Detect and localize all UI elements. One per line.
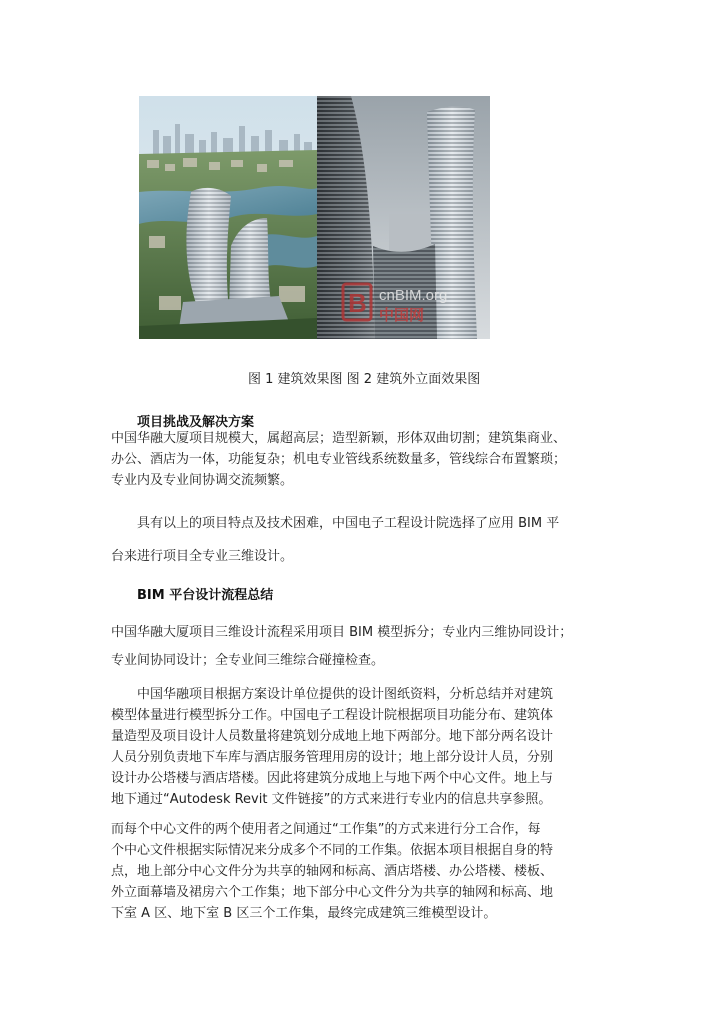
text-line: 个中心文件根据实际情况来分成多个不同的工作集。依据本项目根据自身的特: [111, 843, 554, 858]
watermark-text-top: cnBIM.org: [379, 287, 448, 304]
text-line: 设计办公塔楼与酒店塔楼。因此将建筑分成地上与地下两个中心文件。地上与: [111, 771, 554, 786]
text-line: 量造型及项目设计人员数量将建筑划分成地上地下两部分。地下部分两名设计: [111, 729, 554, 744]
text-line: 具有以上的项目特点及技术困难，中国电子工程设计院选择了应用 BIM 平: [137, 516, 560, 531]
section2-paragraph-4: [111, 819, 621, 903]
text-line: 专业间协同设计；全专业间三维综合碰撞检查。: [111, 653, 385, 668]
section2-paragraph-3: [111, 789, 621, 810]
text-line: 外立面幕墙及裙房六个工作集；地下部分中心文件分为共享的轴网和标高、地: [111, 885, 554, 900]
text-line: 专业内及专业间协调交流频繁。: [111, 473, 294, 488]
svg-text:B: B: [348, 288, 367, 318]
section2-paragraph-1: [111, 622, 621, 671]
text-line: 地下通过“Autodesk Revit 文件链接”的方式来进行专业内的信息共享参照。: [111, 792, 552, 807]
text-line: 模型体量进行模型拆分工作。中国电子工程设计院根据项目功能分布、建筑体: [111, 708, 554, 723]
text-line: 点，地上部分中心文件分为共享的轴网和标高、酒店塔楼、办公塔楼、楼板、: [111, 864, 554, 879]
text-line: 中国华融大厦项目三维设计流程采用项目 BIM 模型拆分；专业内三维协同设计；: [111, 625, 573, 640]
renderings-image: [139, 96, 490, 339]
aerial-rendering: [139, 96, 317, 339]
section2-paragraph-2: [111, 684, 621, 789]
watermark-text-bottom: 中国网: [379, 306, 425, 324]
text-line: 办公、酒店为一体，功能复杂；机电专业管线系统数量多，管线综合布置繁琐；: [111, 452, 567, 467]
section-title-challenges: 项目挑战及解决方案: [137, 415, 255, 430]
text-line: 台来进行项目全专业三维设计。: [111, 549, 294, 564]
section1-paragraph-2: [111, 513, 621, 567]
section2-paragraph-5: [111, 903, 621, 924]
facade-rendering: [317, 96, 490, 339]
section-title-bim-workflow: BIM 平台设计流程总结: [137, 588, 274, 603]
figure-caption: 图 1 建筑效果图 图 2 建筑外立面效果图: [248, 372, 481, 387]
text-line: 中国华融大厦项目规模大，属超高层；造型新颖，形体双曲切割；建筑集商业、: [111, 431, 567, 446]
section1-paragraph-1: [111, 428, 621, 491]
building-renderings-figure: [139, 96, 490, 339]
text-line: 中国华融项目根据方案设计单位提供的设计图纸资料，分析总结并对建筑: [137, 687, 554, 702]
text-line: 人员分别负责地下车库与酒店服务管理用房的设计；地上部分设计人员，分别: [111, 750, 554, 765]
text-line: 下室 A 区、地下室 B 区三个工作集，最终完成建筑三维模型设计。: [111, 906, 497, 921]
text-line: 而每个中心文件的两个使用者之间通过“工作集”的方式来进行分工合作，每: [111, 822, 541, 837]
